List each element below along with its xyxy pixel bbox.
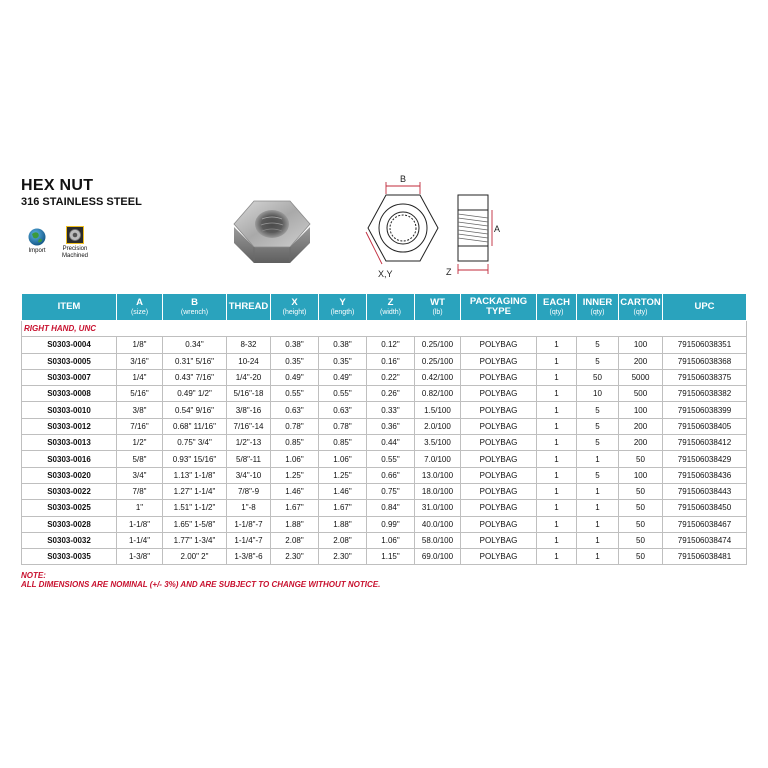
cell-wrench: 1.27" 1-1/4" [163, 483, 227, 499]
column-header-sublabel: (size) [130, 308, 149, 316]
column-header-sublabel: (height) [282, 308, 307, 316]
cell-size: 1/2" [117, 435, 163, 451]
cell-wrench: 0.75" 3/4" [163, 435, 227, 451]
cell-height: 2.08" [271, 532, 319, 548]
cell-packaging: POLYBAG [461, 386, 537, 402]
cell-item: S0303-0004 [22, 337, 117, 353]
spec-table [21, 293, 747, 565]
cell-upc: 791506038450 [663, 500, 747, 516]
note-heading: NOTE: [21, 571, 46, 580]
cell-item: S0303-0008 [22, 386, 117, 402]
cell-item: S0303-0035 [22, 549, 117, 565]
cell-packaging: POLYBAG [461, 451, 537, 467]
table-row [22, 418, 747, 434]
cell-height: 0.38" [271, 337, 319, 353]
cell-thread: 1-1/8"-7 [227, 516, 271, 532]
cell-each: 1 [537, 483, 577, 499]
cell-upc: 791506038443 [663, 483, 747, 499]
cell-length: 0.63" [319, 402, 367, 418]
column-header-label: EACH [543, 296, 570, 308]
cell-thread: 7/8"-9 [227, 483, 271, 499]
cell-each: 1 [537, 500, 577, 516]
cell-each: 1 [537, 337, 577, 353]
table-row [22, 549, 747, 565]
column-header-length [319, 294, 367, 321]
cell-each: 1 [537, 418, 577, 434]
cell-size: 7/8" [117, 483, 163, 499]
cell-each: 1 [537, 516, 577, 532]
cell-packaging: POLYBAG [461, 467, 537, 483]
cell-each: 1 [537, 549, 577, 565]
cell-each: 1 [537, 402, 577, 418]
cell-height: 1.88" [271, 516, 319, 532]
cell-thread: 1/4"-20 [227, 369, 271, 385]
column-header-sublabel: (qty) [633, 308, 648, 316]
cell-height: 1.25" [271, 467, 319, 483]
cell-carton: 100 [619, 402, 663, 418]
table-row [22, 532, 747, 548]
cell-height: 0.49" [271, 369, 319, 385]
cell-inner: 1 [577, 500, 619, 516]
cell-weight: 0.25/100 [415, 337, 461, 353]
cell-width: 0.33" [367, 402, 415, 418]
cell-size: 3/16" [117, 353, 163, 369]
cell-item: S0303-0010 [22, 402, 117, 418]
cell-each: 1 [537, 451, 577, 467]
cell-packaging: POLYBAG [461, 369, 537, 385]
cell-carton: 100 [619, 467, 663, 483]
table-row [22, 451, 747, 467]
column-header-wrench [163, 294, 227, 321]
cell-item: S0303-0016 [22, 451, 117, 467]
column-header-label: UPC [694, 301, 715, 312]
cell-weight: 0.82/100 [415, 386, 461, 402]
cell-length: 2.08" [319, 532, 367, 548]
cell-upc: 791506038399 [663, 402, 747, 418]
cell-length: 1.46" [319, 483, 367, 499]
cell-weight: 3.5/100 [415, 435, 461, 451]
cell-thread: 10-24 [227, 353, 271, 369]
dimension-label-z: Z [446, 267, 452, 277]
page-title: HEX NUT [21, 177, 94, 194]
table-row [22, 516, 747, 532]
cell-thread: 1-1/4"-7 [227, 532, 271, 548]
table-row [22, 353, 747, 369]
table-row [22, 369, 747, 385]
import-badge [22, 228, 52, 255]
cell-inner: 1 [577, 451, 619, 467]
cell-packaging: POLYBAG [461, 532, 537, 548]
cell-weight: 31.0/100 [415, 500, 461, 516]
cell-inner: 1 [577, 516, 619, 532]
column-header-each [537, 294, 577, 321]
cell-wrench: 0.31" 5/16" [163, 353, 227, 369]
cell-upc: 791506038405 [663, 418, 747, 434]
cell-wrench: 2.00" 2" [163, 549, 227, 565]
cell-thread: 1"-8 [227, 500, 271, 516]
cell-height: 2.30" [271, 549, 319, 565]
machined-label-line2: Machined [61, 253, 88, 259]
table-row [22, 435, 747, 451]
cell-thread: 3/4"-10 [227, 467, 271, 483]
dimension-label-a: A [494, 224, 500, 234]
cell-carton: 200 [619, 353, 663, 369]
cell-length: 0.38" [319, 337, 367, 353]
cell-packaging: POLYBAG [461, 353, 537, 369]
column-header-label: B [191, 296, 198, 308]
cell-packaging: POLYBAG [461, 435, 537, 451]
cell-weight: 7.0/100 [415, 451, 461, 467]
note [21, 571, 380, 589]
cell-width: 0.66" [367, 467, 415, 483]
cell-inner: 5 [577, 337, 619, 353]
column-header-width [367, 294, 415, 321]
cell-each: 1 [537, 467, 577, 483]
cell-size: 1/8" [117, 337, 163, 353]
cell-weight: 18.0/100 [415, 483, 461, 499]
cell-thread: 5/16"-18 [227, 386, 271, 402]
cell-packaging: POLYBAG [461, 418, 537, 434]
cell-each: 1 [537, 369, 577, 385]
cell-length: 1.06" [319, 451, 367, 467]
cell-height: 0.85" [271, 435, 319, 451]
cell-wrench: 0.54" 9/16" [163, 402, 227, 418]
cell-size: 7/16" [117, 418, 163, 434]
cell-carton: 500 [619, 386, 663, 402]
column-header-item [22, 294, 117, 321]
cell-packaging: POLYBAG [461, 483, 537, 499]
column-header-sublabel: (width) [379, 308, 401, 316]
cell-size: 1-1/8" [117, 516, 163, 532]
column-header-weight [415, 294, 461, 321]
cell-thread: 7/16"-14 [227, 418, 271, 434]
cell-item: S0303-0028 [22, 516, 117, 532]
cell-item: S0303-0020 [22, 467, 117, 483]
section-label: RIGHT HAND, UNC [22, 321, 747, 337]
cell-length: 1.88" [319, 516, 367, 532]
cell-carton: 200 [619, 418, 663, 434]
column-header-height [271, 294, 319, 321]
cell-carton: 50 [619, 532, 663, 548]
cell-upc: 791506038382 [663, 386, 747, 402]
column-header-label: WT [430, 296, 445, 308]
cell-length: 0.55" [319, 386, 367, 402]
cell-packaging: POLYBAG [461, 500, 537, 516]
cell-weight: 1.5/100 [415, 402, 461, 418]
cell-size: 5/8" [117, 451, 163, 467]
cell-inner: 5 [577, 353, 619, 369]
cell-upc: 791506038375 [663, 369, 747, 385]
cell-weight: 13.0/100 [415, 467, 461, 483]
cell-width: 0.22" [367, 369, 415, 385]
cell-width: 0.16" [367, 353, 415, 369]
cell-item: S0303-0022 [22, 483, 117, 499]
column-header-sublabel: (length) [330, 308, 355, 316]
cell-weight: 2.0/100 [415, 418, 461, 434]
table-row [22, 483, 747, 499]
cell-size: 1-3/8" [117, 549, 163, 565]
cell-width: 0.84" [367, 500, 415, 516]
column-header-size [117, 294, 163, 321]
column-header-label: Z [387, 296, 394, 308]
cell-length: 0.78" [319, 418, 367, 434]
cell-inner: 5 [577, 418, 619, 434]
cell-carton: 50 [619, 516, 663, 532]
page-subtitle: 316 STAINLESS STEEL [21, 196, 142, 208]
cell-length: 0.85" [319, 435, 367, 451]
cell-each: 1 [537, 532, 577, 548]
table-row [22, 337, 747, 353]
cell-thread: 1-3/8"-6 [227, 549, 271, 565]
cell-weight: 58.0/100 [415, 532, 461, 548]
cell-inner: 1 [577, 483, 619, 499]
import-label: Import [28, 248, 46, 254]
column-header-label: THREAD [228, 301, 269, 312]
column-header-sublabel: (wrench) [180, 308, 209, 316]
cell-size: 5/16" [117, 386, 163, 402]
column-header-label: ITEM [57, 301, 81, 312]
cell-weight: 69.0/100 [415, 549, 461, 565]
cell-wrench: 1.77" 1-3/4" [163, 532, 227, 548]
dimension-label-b: B [400, 174, 407, 184]
cell-length: 1.25" [319, 467, 367, 483]
cell-carton: 50 [619, 500, 663, 516]
cell-weight: 0.25/100 [415, 353, 461, 369]
cell-wrench: 0.68" 11/16" [163, 418, 227, 434]
cell-item: S0303-0013 [22, 435, 117, 451]
cell-thread: 5/8"-11 [227, 451, 271, 467]
cell-wrench: 0.49" 1/2" [163, 386, 227, 402]
cell-length: 0.35" [319, 353, 367, 369]
precision-machined-badge [58, 226, 92, 260]
dimension-label-xy: X,Y [378, 269, 393, 279]
cell-size: 1/4" [117, 369, 163, 385]
column-header-label: CARTON [620, 296, 661, 308]
cell-upc: 791506038436 [663, 467, 747, 483]
cell-carton: 50 [619, 451, 663, 467]
cell-thread: 8-32 [227, 337, 271, 353]
cell-carton: 5000 [619, 369, 663, 385]
note-text: ALL DIMENSIONS ARE NOMINAL (+/- 3%) AND ARE SUBJECT TO CHANGE WITHOUT NOTICE. [21, 580, 381, 589]
cell-weight: 0.42/100 [415, 369, 461, 385]
cell-item: S0303-0007 [22, 369, 117, 385]
cell-wrench: 0.43" 7/16" [163, 369, 227, 385]
cell-item: S0303-0005 [22, 353, 117, 369]
cell-item: S0303-0032 [22, 532, 117, 548]
machined-label-line1: Precision [62, 246, 88, 252]
table-row [22, 386, 747, 402]
cell-width: 1.15" [367, 549, 415, 565]
cell-size: 1-1/4" [117, 532, 163, 548]
cell-height: 1.46" [271, 483, 319, 499]
cell-width: 0.99" [367, 516, 415, 532]
cell-height: 1.67" [271, 500, 319, 516]
cell-packaging: POLYBAG [461, 402, 537, 418]
cell-wrench: 1.51" 1-1/2" [163, 500, 227, 516]
cell-item: S0303-0025 [22, 500, 117, 516]
column-header-label: Y [339, 296, 346, 308]
cell-thread: 3/8"-16 [227, 402, 271, 418]
cell-each: 1 [537, 435, 577, 451]
cell-inner: 5 [577, 467, 619, 483]
cell-carton: 100 [619, 337, 663, 353]
cell-inner: 5 [577, 402, 619, 418]
cell-wrench: 1.65" 1-5/8" [163, 516, 227, 532]
cell-upc: 791506038368 [663, 353, 747, 369]
cell-size: 3/4" [117, 467, 163, 483]
cell-height: 0.63" [271, 402, 319, 418]
column-header-carton [619, 294, 663, 321]
column-header-label: INNER [582, 296, 613, 308]
cell-inner: 1 [577, 532, 619, 548]
cell-width: 0.44" [367, 435, 415, 451]
cell-carton: 200 [619, 435, 663, 451]
cell-upc: 791506038467 [663, 516, 747, 532]
cell-height: 0.78" [271, 418, 319, 434]
cell-length: 0.49" [319, 369, 367, 385]
cell-packaging: POLYBAG [461, 337, 537, 353]
cell-item: S0303-0012 [22, 418, 117, 434]
column-header-label: X [291, 296, 298, 308]
column-header-sublabel: (qty) [590, 308, 605, 316]
cell-size: 1" [117, 500, 163, 516]
cell-packaging: POLYBAG [461, 516, 537, 532]
dimension-diagram [360, 170, 500, 280]
cell-height: 0.55" [271, 386, 319, 402]
cell-length: 2.30" [319, 549, 367, 565]
table-row [22, 402, 747, 418]
cell-width: 0.55" [367, 451, 415, 467]
globe-icon [28, 228, 46, 246]
cell-inner: 50 [577, 369, 619, 385]
cell-width: 0.12" [367, 337, 415, 353]
cell-upc: 791506038351 [663, 337, 747, 353]
cell-each: 1 [537, 353, 577, 369]
cell-inner: 1 [577, 549, 619, 565]
cell-carton: 50 [619, 549, 663, 565]
hex-nut-photo [228, 187, 316, 275]
column-header-thread [227, 294, 271, 321]
cell-weight: 40.0/100 [415, 516, 461, 532]
cell-width: 1.06" [367, 532, 415, 548]
cell-length: 1.67" [319, 500, 367, 516]
cell-width: 0.26" [367, 386, 415, 402]
column-header-sublabel: (lb) [432, 308, 443, 316]
cell-upc: 791506038429 [663, 451, 747, 467]
cell-carton: 50 [619, 483, 663, 499]
cell-upc: 791506038412 [663, 435, 747, 451]
cell-upc: 791506038474 [663, 532, 747, 548]
section-row [22, 321, 747, 337]
column-header-inner [577, 294, 619, 321]
column-header-sublabel: (qty) [549, 308, 564, 316]
cell-packaging: POLYBAG [461, 549, 537, 565]
cell-wrench: 0.34" [163, 337, 227, 353]
column-header-label: PACKAGING TYPE [469, 296, 528, 317]
cell-height: 0.35" [271, 353, 319, 369]
cell-thread: 1/2"-13 [227, 435, 271, 451]
cell-each: 1 [537, 386, 577, 402]
machined-part-icon [66, 226, 84, 244]
table-row [22, 500, 747, 516]
cell-wrench: 1.13" 1-1/8" [163, 467, 227, 483]
cell-inner: 5 [577, 435, 619, 451]
cell-inner: 10 [577, 386, 619, 402]
table-header-row [22, 294, 747, 321]
column-header-label: A [136, 296, 143, 308]
column-header-upc [663, 294, 747, 321]
cell-width: 0.36" [367, 418, 415, 434]
cell-size: 3/8" [117, 402, 163, 418]
cell-upc: 791506038481 [663, 549, 747, 565]
table-row [22, 467, 747, 483]
cell-height: 1.06" [271, 451, 319, 467]
column-header-packaging [461, 294, 537, 321]
cell-width: 0.75" [367, 483, 415, 499]
cell-wrench: 0.93" 15/16" [163, 451, 227, 467]
